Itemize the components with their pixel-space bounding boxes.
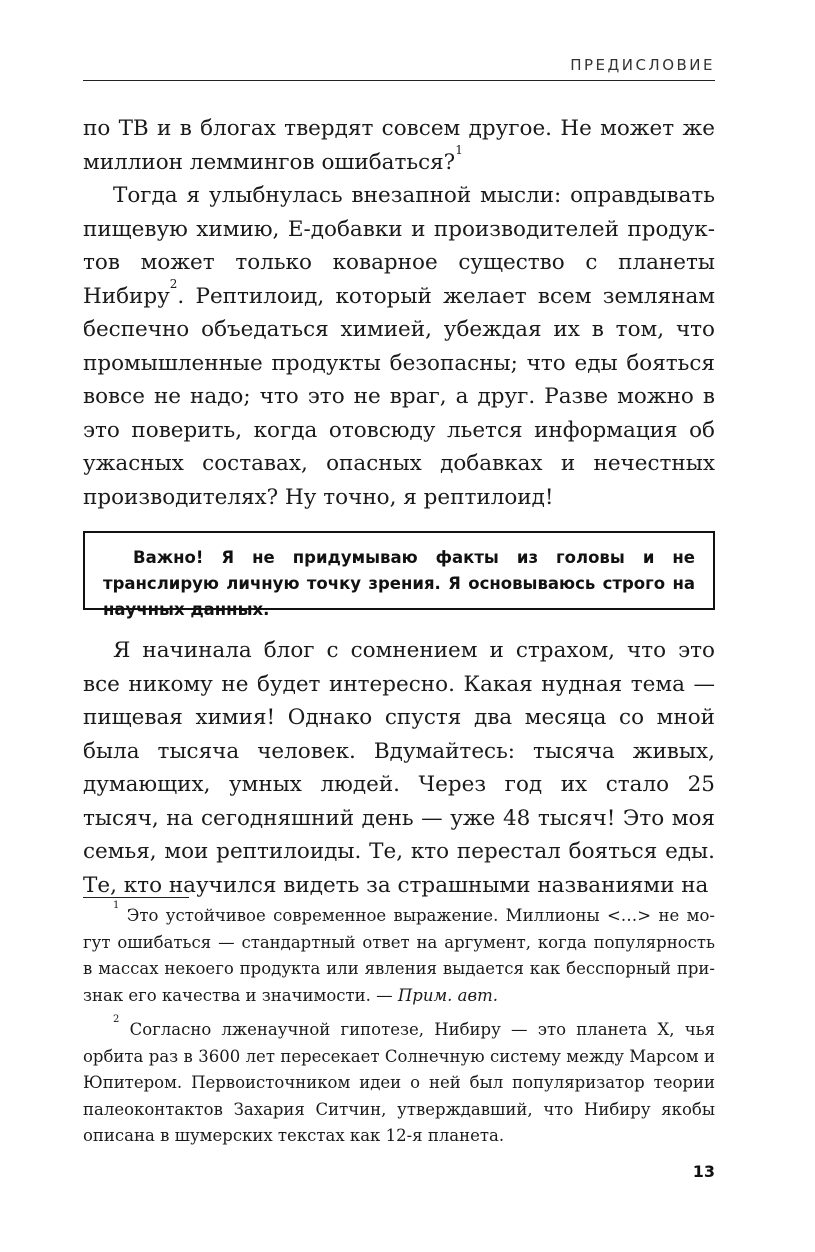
paragraph — [83, 634, 715, 902]
paragraph — [83, 112, 715, 179]
body-text-bottom — [83, 634, 715, 902]
important-callout-box — [83, 531, 715, 619]
header-divider — [83, 80, 715, 81]
running-header: ПРЕДИСЛОВИЕ — [570, 56, 715, 74]
footnote-2 — [83, 1014, 715, 1150]
paragraph-text: Я начинала блог с сомнением и страхом, что это все никому не будет интересно. Какая нудная тема — пищевая химия! Однако спустя два месяца со мной была тысяча человек. Вдумайтесь: тысяча живых, думающих, умных людей. Через год их стало 25 тысяч, на сегодняшний день — уже 48 тысяч! Это моя семья, мои рептилоиды. Те, кто перестал бояться еды. Те, кто научился видеть за страшными названиями на — [83, 638, 715, 898]
footnote-note: Прим. авт. — [397, 985, 498, 1005]
paragraph-text: по ТВ и в блогах твердят совсем другое. Не может же миллион леммингов ошибаться? — [83, 116, 715, 175]
footnote-text: Согласно лженаучной гипотезе, Нибиру — это планета X, чья орбита раз в 3600 лет пересекает Солнечную систему между Марсом и Юпитером. Первоисточником идеи о ней был популяризатор теории палеоконтактов Захария Ситчин, утверждавший, что Нибиру якобы описана в шумерских текстах как 12-я планета. — [83, 1020, 715, 1145]
footnote-ref[interactable]: 1 — [455, 142, 463, 157]
footnote-text: Это устойчивое современное выражение. Миллионы <…> не могут ошибаться — стандартный ответ на аргумент, когда популярность в массах некоего продукта или явления выдается как бесспорный признак его качества и значимости. — — [83, 906, 715, 1005]
page-number: 13 — [692, 1162, 715, 1181]
footnote-number: 2 — [113, 1014, 120, 1025]
body-text-top — [83, 112, 715, 514]
footnote-ref[interactable]: 2 — [169, 276, 178, 291]
callout-text: Важно! Я не придумываю факты из головы и не транслирую личную точку зрения. Я основываюсь строго на научных данных. — [103, 548, 695, 619]
paragraph-text: Тогда я улыбнулась внезапной мысли: оправдывать пищевую химию, Е-добавки и производителей продуктов может только коварное существо с планеты Нибиру — [83, 183, 715, 309]
footnote-divider — [83, 897, 189, 898]
paragraph-text: . Рептилоид, который желает всем землянам беспечно объедаться химией, убеждая их в том, что промышленные продукты безопасны; что еды бояться вовсе не надо; что это не враг, а друг. Разве можно в это поверить, когда отовсюду льется информация об ужасных составах, опасных добавках и нечестных производителях? Ну точно, я рептилоид! — [83, 283, 715, 510]
footnote-1 — [83, 900, 715, 1009]
footnote-number: 1 — [113, 900, 120, 911]
footnotes — [83, 900, 715, 1158]
paragraph — [83, 179, 715, 514]
